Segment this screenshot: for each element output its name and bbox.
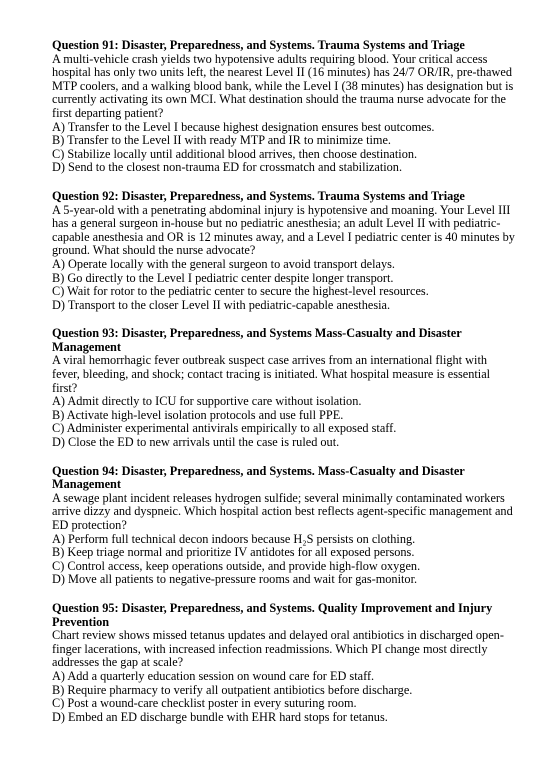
question-95 [52,602,516,724]
question-title: Question 91: Disaster, Preparedness, and Systems. Trauma Systems and Triage [52,38,465,52]
answer-options [52,258,516,312]
answer-option-c: C) Stabilize locally until additional blood arrives, then choose destination. [52,146,418,161]
answer-option-c: C) Post a wound-care checklist poster in every suturing room. [52,696,357,711]
answer-option-d: D) Close the ED to new arrivals until the case is ruled out. [52,435,340,450]
question-title: Question 93: Disaster, Preparedness, and Systems Mass-Casualty and Disaster Management [52,326,462,354]
answer-option-b: B) Require pharmacy to verify all outpatient antibiotics before discharge. [52,682,413,697]
question-91 [52,39,516,175]
answer-options [52,121,516,175]
answer-options [52,533,516,587]
question-title: Question 95: Disaster, Preparedness, and Systems. Quality Improvement and Injury Prevention [52,600,493,629]
answer-option-b: B) Go directly to the Level I pediatric center despite longer transport. [52,270,394,285]
answer-option-a: A) Transfer to the Level I because highest designation ensures best outcomes. [52,119,435,134]
question-stem: A viral hemorrhagic fever outbreak suspect case arrives from an international flight with fever, bleeding, and shock; contact tracing is initiated. What hospital measure is essential first? [52,353,491,395]
answer-option-c: C) Control access, keep operations outside, and provide high-flow oxygen. [52,558,421,573]
answer-option-d: D) Send to the closest non-trauma ED for crossmatch and stabilization. [52,160,403,175]
answer-option-a: A) Operate locally with the general surgeon to avoid transport delays. [52,256,395,271]
answer-option-a: A) Add a quarterly education session on wound care for ED staff. [52,668,375,683]
answer-option-c: C) Wait for rotor to the pediatric center to secure the highest-level resources. [52,284,429,299]
answer-option-d: D) Move all patients to negative-pressure rooms and wait for gas-monitor. [52,572,418,587]
question-93 [52,327,516,449]
answer-option-b: B) Activate high-level isolation protocols and use full PPE. [52,407,344,422]
question-stem: A 5-year-old with a penetrating abdominal injury is hypotensive and moaning. Your Level III has a general surgeon in-house but no pediatric anesthesia; an adult Level II with pediatric-capable anesthesia and OR is 12 minutes away, and a Level I pediatric center is 40 minutes by ground. What should the nurse advocate? [52,202,515,258]
question-stem: A multi-vehicle crash yields two hypotensive adults requiring blood. Your critical access hospital has only two units left, the nearest Level II (16 minutes) has 24/7 OR/IR, pre-thawed MTP coolers, and a walking blood bank, while the Level I (38 minutes) has designation but is currently activating its own MCI. What destination should the trauma nurse advocate for the first departing patient? [52,51,514,120]
answer-options [52,395,516,449]
answer-option-a: A) Perform full technical decon indoors because H₂S persists on clothing. [52,531,416,546]
question-94 [52,465,516,587]
question-92 [52,190,516,312]
question-title: Question 94: Disaster, Preparedness, and Systems. Mass-Casualty and Disaster Management [52,463,465,492]
answer-option-d: D) Transport to the closer Level II with pediatric-capable anesthesia. [52,297,391,312]
answer-option-b: B) Transfer to the Level II with ready MTP and IR to minimize time. [52,133,392,148]
question-stem: A sewage plant incident releases hydrogen sulfide; several minimally contaminated workers arrive dizzy and dyspneic. Which hospital action best reflects agent-specific management and ED protection? [52,490,513,532]
question-title: Question 92: Disaster, Preparedness, and Systems. Trauma Systems and Triage [52,188,465,203]
answer-option-b: B) Keep triage normal and prioritize IV antidotes for all exposed persons. [52,545,415,560]
question-stem: Chart review shows missed tetanus updates and delayed oral antibiotics in discharged open-finger lacerations, with increased infection readmissions. Which PI change most directly addresses the gap at scale? [52,628,504,670]
answer-option-d: D) Embed an ED discharge bundle with EHR hard stops for tetanus. [52,709,388,724]
answer-options [52,670,516,724]
answer-option-a: A) Admit directly to ICU for supportive care without isolation. [52,394,362,409]
answer-option-c: C) Administer experimental antivirals empirically to all exposed staff. [52,421,397,436]
